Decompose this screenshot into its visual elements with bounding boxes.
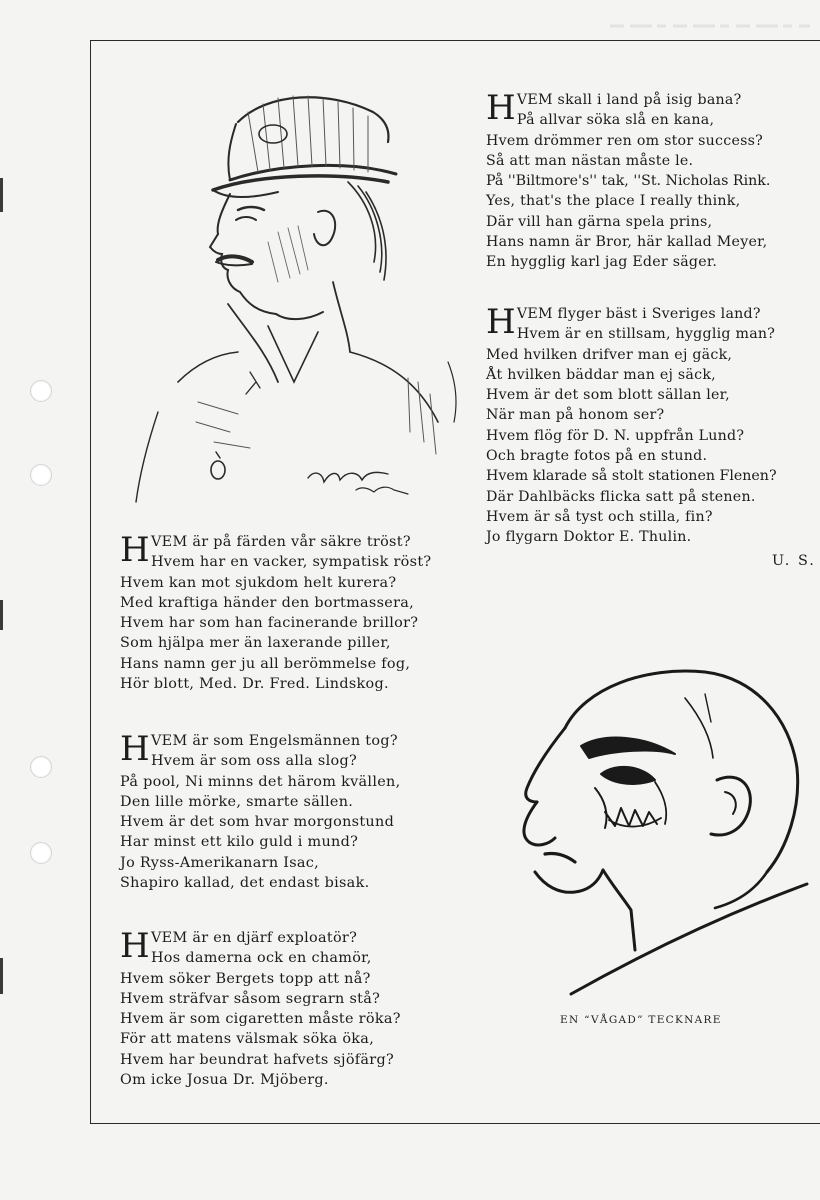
verse-line: Hvem sträfvar såsom segrarn stå? — [120, 990, 381, 1007]
verse-line: Har minst ett kilo guld i mund? — [120, 834, 359, 851]
verse-line: Hans namn är Bror, här kallad Meyer, — [486, 234, 768, 251]
stanza-first-lines — [120, 530, 432, 573]
verse-line: På ''Biltmore's'' tak, ''St. Nicholas Rink. — [486, 173, 771, 190]
punch-hole — [30, 842, 52, 864]
caricature-illustration — [505, 658, 815, 1008]
verse-line: Hvem är det som hvar morgonstund — [120, 814, 395, 831]
verse-line: Åt hvilken bäddar man ej säck, — [486, 366, 716, 383]
frame-rule-top — [90, 40, 820, 41]
verse-line: Med hvilken drifver man ej gäck, — [486, 346, 733, 363]
verse-line: En hygglig karl jag Eder säger. — [486, 254, 718, 271]
verse-line: Hvem kan mot sjukdom helt kurera? — [120, 574, 397, 591]
verse-line: Yes, that's the place I really think, — [486, 193, 741, 210]
verse-line: Hvem har som han facinerande brillor? — [120, 615, 419, 632]
verse-line: Som hjälpa mer än laxerande piller, — [120, 635, 391, 652]
verse-line: Hvem är det som blott sällan ler, — [486, 387, 730, 404]
drop-cap: H — [120, 729, 150, 769]
verse-line: Hvem är som cigaretten måste röka? — [120, 1011, 401, 1028]
verse-line: Hvem har en vacker, sympatisk röst? — [150, 554, 432, 571]
verse-line: Jo flygarn Doktor E. Thulin. — [486, 529, 692, 546]
punch-hole — [30, 464, 52, 486]
verse-line: Hvem har beundrat hafvets sjöfärg? — [120, 1051, 394, 1068]
caricature-caption: EN “VÅGAD” TECKNARE — [560, 1014, 722, 1026]
verse-line: Där Dahlbäcks flicka satt på stenen. — [486, 488, 756, 505]
verse-line: Hos damerna ock en chamör, — [150, 950, 372, 967]
stanza-left-2 — [120, 731, 400, 893]
verse-line: Hvem klarade så stolt stationen Flenen? — [486, 468, 777, 485]
verse-line: Med kraftiga händer den bortmassera, — [120, 594, 415, 611]
verse-line: VEM skall i land på isig bana? — [516, 92, 742, 108]
stanza-left-1 — [120, 530, 432, 694]
verse-line: Hör blott, Med. Dr. Fred. Lindskog. — [120, 676, 389, 693]
verse-line: Hvem är en stillsam, hygglig man? — [516, 326, 776, 343]
stanza-left-3 — [120, 928, 401, 1090]
verse-line: VEM flyger bäst i Sveriges land? — [516, 306, 761, 322]
verse-line: Och bragte fotos på en stund. — [486, 448, 708, 465]
verse-line: Hvem söker Bergets topp att nå? — [120, 970, 371, 987]
verse-line: På allvar söka slå en kana, — [516, 112, 715, 129]
edge-mark — [0, 600, 3, 630]
verse-line: VEM är en djärf exploatör? — [150, 930, 358, 946]
stanza-first-lines — [120, 928, 401, 969]
frame-rule-bottom — [90, 1123, 820, 1124]
verse-line: Hvem är så tyst och stilla, fin? — [486, 508, 713, 525]
verse-line: Jo Ryss-Amerikanarn Isac, — [120, 854, 320, 871]
drop-cap: H — [486, 302, 516, 342]
verse-line: Hvem flög för D. N. uppfrån Lund? — [486, 427, 745, 444]
verse-line: Den lille mörke, smarte sällen. — [120, 793, 354, 810]
punch-hole — [30, 756, 52, 778]
verse-line: VEM är som Engelsmännen tog? — [150, 733, 398, 749]
verse-line: Hvem drömmer ren om stor success? — [486, 132, 764, 149]
verse-line: Hans namn ger ju all berömmelse fog, — [120, 655, 411, 672]
verse-line: Så att man nästan måste le. — [486, 152, 694, 169]
verse-line: VEM är på färden vår säkre tröst? — [150, 534, 411, 550]
verse-line: Shapiro kallad, det endast bisak. — [120, 875, 370, 892]
faint-header-bleed — [610, 18, 810, 32]
verse-line: När man på honom ser? — [486, 407, 665, 424]
edge-mark — [0, 178, 3, 212]
edge-mark — [0, 958, 3, 994]
stanza-first-lines — [486, 90, 770, 131]
verse-line: Där vill han gärna spela prins, — [486, 213, 713, 230]
punch-hole — [30, 380, 52, 402]
stanza-first-lines — [120, 731, 400, 772]
verse-line: Hvem är som oss alla slog? — [150, 753, 357, 770]
verse-line: På pool, Ni minns det härom kvällen, — [120, 773, 401, 790]
verse-line: Om icke Josua Dr. Mjöberg. — [120, 1072, 329, 1089]
frame-rule-left — [90, 40, 91, 1124]
drop-cap: H — [120, 926, 150, 966]
author-signature: U. S. — [772, 553, 816, 569]
drop-cap: H — [120, 530, 150, 570]
stanza-right-2 — [486, 304, 777, 548]
stanza-right-1 — [486, 90, 770, 273]
stanza-first-lines — [486, 304, 777, 345]
portrait-illustration — [118, 82, 468, 512]
verse-line: För att matens välsmak söka öka, — [120, 1031, 375, 1048]
drop-cap: H — [486, 88, 516, 128]
